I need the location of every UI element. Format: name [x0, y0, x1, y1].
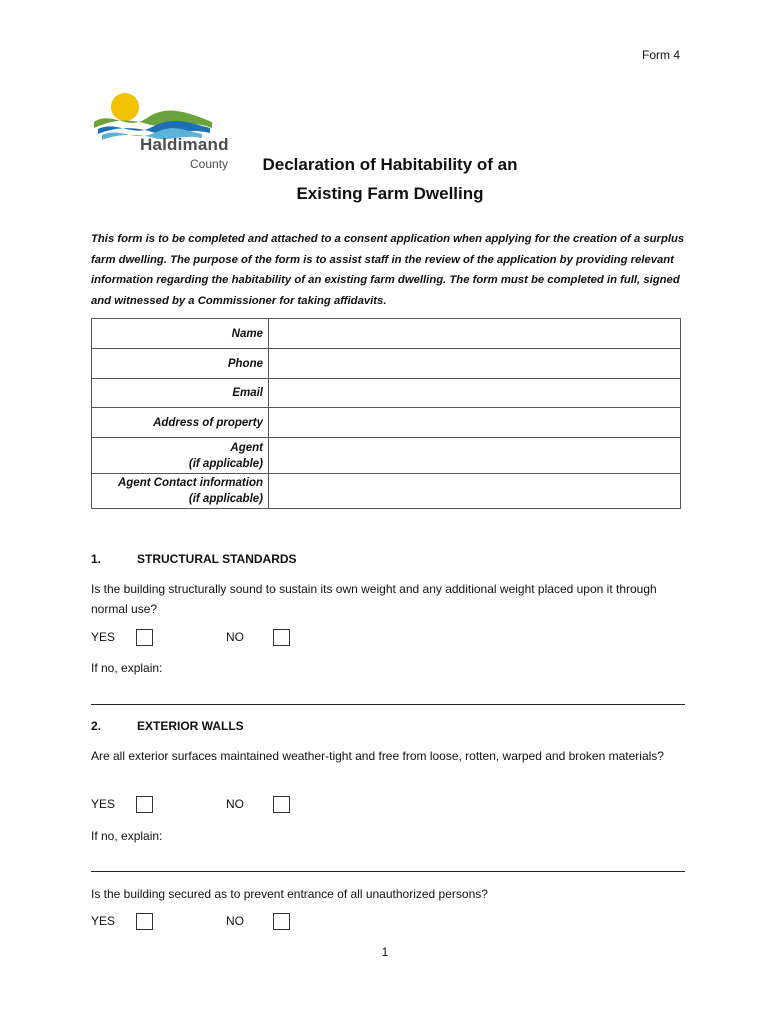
table-row	[92, 474, 681, 509]
agent-label-main: Agent	[230, 441, 263, 454]
section-1-question: Is the building structurally sound to sustain its own weight and any additional weight placed upon it through normal use?	[91, 582, 657, 616]
section-2-q2-yes-label: YES	[91, 914, 116, 928]
address-label: Address of property	[92, 408, 269, 438]
section-2-explain-label: If no, explain:	[91, 829, 163, 843]
page-number: 1	[381, 945, 389, 959]
section-2-q2-yes-checkbox[interactable]	[136, 913, 153, 930]
section-1-yes-label: YES	[91, 630, 116, 644]
section-2-q2-no-label: NO	[226, 914, 244, 928]
section-1-title: STRUCTURAL STANDARDS	[137, 552, 297, 566]
email-label: Email	[92, 379, 269, 408]
document-title-line2: Existing Farm Dwelling	[296, 184, 484, 203]
logo-subword: County	[190, 157, 229, 171]
address-field[interactable]	[269, 408, 681, 438]
section-2-q2-no-checkbox[interactable]	[273, 913, 290, 930]
document-title-line1: Declaration of Habitability of an	[262, 155, 518, 174]
table-row	[92, 349, 681, 379]
agent-contact-label-main: Agent Contact information	[117, 477, 263, 489]
table-row	[92, 319, 681, 349]
intro-paragraph: This form is to be completed and attached to a consent application when applying for the creation of a surplus farm dwelling. The purpose of the form is to assist staff in the review of the application by providing relevant information regarding the habitability of an existing farm dwelling. The form must be completed in full, signed and witnessed by a Commissioner for taking affidavits.	[91, 233, 685, 307]
section-2-explain-line[interactable]	[91, 871, 685, 872]
agent-label	[92, 438, 269, 474]
agent-contact-label	[92, 474, 269, 509]
section-2-question: Are all exterior surfaces maintained weather-tight and free from loose, rotten, warped and broken materials?	[91, 749, 664, 763]
agent-label-sub: (if applicable)	[188, 457, 263, 470]
section-1-number: 1.	[91, 552, 102, 566]
table-row	[92, 379, 681, 408]
section-2-no-label: NO	[226, 797, 244, 811]
section-1-no-checkbox[interactable]	[273, 629, 290, 646]
email-field[interactable]	[269, 379, 681, 408]
section-2-title: EXTERIOR WALLS	[137, 719, 244, 733]
section-2-number: 2.	[91, 719, 102, 733]
table-row	[92, 408, 681, 438]
table-row	[92, 438, 681, 474]
section-2-question-2: Is the building secured as to prevent entrance of all unauthorized persons?	[91, 887, 488, 901]
agent-contact-label-sub: (if applicable)	[188, 493, 263, 505]
section-1-yes-checkbox[interactable]	[136, 629, 153, 646]
section-1-no-label: NO	[226, 630, 244, 644]
section-1-explain-line[interactable]	[91, 704, 685, 705]
form-number: Form 4	[641, 48, 680, 62]
section-2-no-checkbox[interactable]	[273, 796, 290, 813]
name-field[interactable]	[269, 319, 681, 349]
agent-contact-field[interactable]	[269, 474, 681, 509]
agent-field[interactable]	[269, 438, 681, 474]
section-2-yes-checkbox[interactable]	[136, 796, 153, 813]
section-2-yes-label: YES	[91, 797, 116, 811]
name-label: Name	[92, 319, 269, 349]
phone-field[interactable]	[269, 349, 681, 379]
phone-label: Phone	[92, 349, 269, 379]
section-1-explain-label: If no, explain:	[91, 661, 163, 675]
logo-wordmark: Haldimand	[140, 135, 229, 154]
applicant-info-table	[91, 318, 681, 509]
